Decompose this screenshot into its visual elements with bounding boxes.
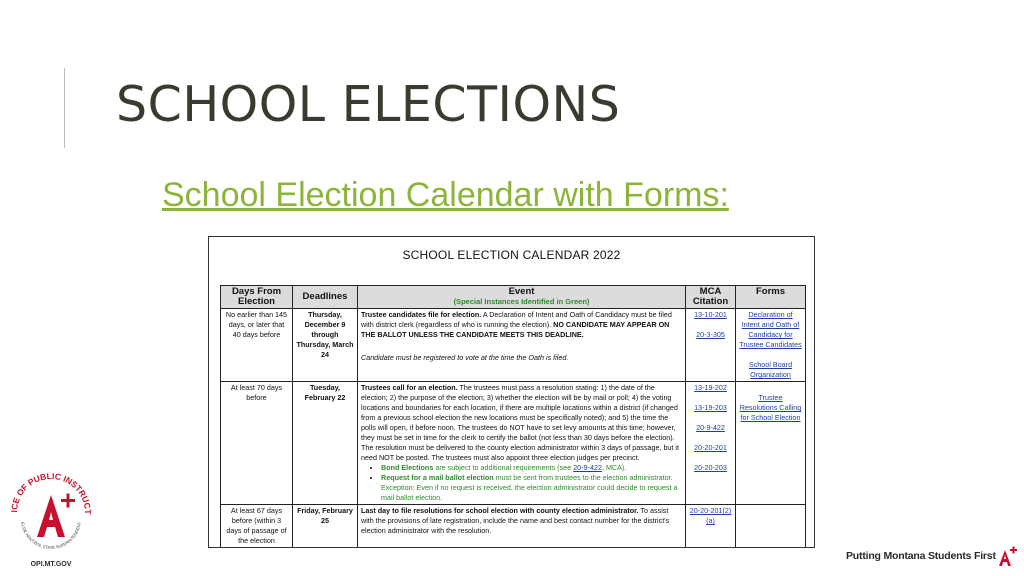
row3-citations [686, 505, 736, 548]
citation-link[interactable]: 13-19-203 [694, 403, 727, 412]
table-header-row [221, 286, 806, 309]
header-event: Event (Special Instances Identified in Green) [358, 286, 686, 309]
svg-text:OFFICE OF PUBLIC INSTRUCTION: ICE OF PUBLIC INSTRUCT [8, 470, 94, 515]
row3-event: Last day to file resolutions for school election with county election administrator. To assist with the provisions of late registration, include the name and best contact number for the district's election administrator with the resolution. [358, 505, 686, 548]
row1-deadline: Thursday, December 9 through Thursday, March 24 [293, 309, 358, 382]
row1-days: No earlier than 145 days, or later that 40 days before [221, 309, 293, 382]
citation-link[interactable]: 20-3-305 [696, 330, 725, 339]
row3-deadline: Friday, February 25 [293, 505, 358, 548]
document-title: SCHOOL ELECTION CALENDAR 2022 [402, 248, 621, 262]
row2-forms [736, 382, 806, 505]
citation-link[interactable]: 20-9-422 [696, 423, 725, 432]
header-mca: MCA Citation [686, 286, 736, 309]
row2-citations [686, 382, 736, 505]
citation-link[interactable]: 13-10-201 [694, 310, 727, 319]
header-days: Days From Election [221, 286, 293, 309]
title-divider [64, 68, 65, 148]
svg-text:ELSIE ARNTZEN, STATE SUPERINTE: ELSIE ARNTZEN, STATE SUPERINTENDENT [20, 521, 82, 551]
row1-forms [736, 309, 806, 382]
citation-inline-link[interactable]: 20-9-422 [573, 463, 602, 472]
row2-deadline: Tuesday, February 22 [293, 382, 358, 505]
citation-link[interactable]: 20-20-201 [694, 443, 727, 452]
table-row [221, 382, 806, 505]
logo-caption: OPI.MT.GOV [30, 561, 72, 568]
form-link-declaration[interactable]: Declaration of Intent and Oath of Candidacy for Trustee Candidates [739, 310, 802, 349]
row1-citations [686, 309, 736, 382]
citation-link[interactable]: 13-19-202 [694, 383, 727, 392]
form-link-trustee-resolutions[interactable]: Trustee Resolutions Calling for School Election [739, 393, 802, 422]
row3-forms [736, 505, 806, 548]
header-event-sub: (Special Instances Identified in Green) [453, 297, 590, 306]
header-forms: Forms [736, 286, 806, 309]
citation-link[interactable]: 20-20-201(2)(a) [689, 506, 732, 525]
opi-seal-icon [7, 465, 95, 561]
calendar-link[interactable]: School Election Calendar with Forms: [162, 176, 729, 214]
calendar-table [220, 285, 806, 548]
row2-days: At least 70 days before [221, 382, 293, 505]
header-deadlines: Deadlines [293, 286, 358, 309]
a-plus-icon [998, 545, 1018, 567]
slogan-text: Putting Montana Students First [846, 550, 996, 562]
citation-link[interactable]: 20-20-203 [694, 463, 727, 472]
form-link-board-organization[interactable]: School Board Organization [748, 360, 793, 379]
slide-title: SCHOOL ELECTIONS [116, 76, 621, 133]
opi-logo [7, 465, 95, 573]
a-plus-icon [37, 494, 75, 538]
calendar-document [208, 236, 815, 548]
row2-event: Trustees call for an election. The trustees must pass a resolution stating: 1) the date of the election; 2) the purpose of the election; 3) whether the election will be by mail or poll; 4) the voting locations and boundaries for each location, if there are multiple locations within a district (if changed from a previous school election the new locations must be specifically noted); and 5) the time the polls will open, if before noon. The trustees do NOT have to set levy amounts at this time; however, they must be set in time for the clerk to certify the ballot (not less than 30 days before the election). The resolution must be delivered to the county election administrator within 3 days of passage, but it need NOT be posted. The trustees must also appoint three election judges per precinct. • Bond Elections are subject to additional requirements (see 20-9-422, MCA). • Request for a mail ballot election must be sent from trustees to the election administrator. Exception: Even if no request is received, the election administrator could decide to request a mail ballot election. [358, 382, 686, 505]
row1-event: Trustee candidates file for election. A Declaration of Intent and Oath of Candidacy must be filed with district clerk (regardless of who is running the election). NO CANDIDATE MAY APPEAR ON THE BALLOT UNLESS THE CANDIDATE MEETS THIS DEADLINE. Candidate must be registered to vote at the time the Oath is filed. [358, 309, 686, 382]
table-row [221, 309, 806, 382]
row3-days: At least 67 days before (within 3 days of passage of the election [221, 505, 293, 548]
table-row [221, 505, 806, 548]
slogan [846, 544, 1018, 568]
